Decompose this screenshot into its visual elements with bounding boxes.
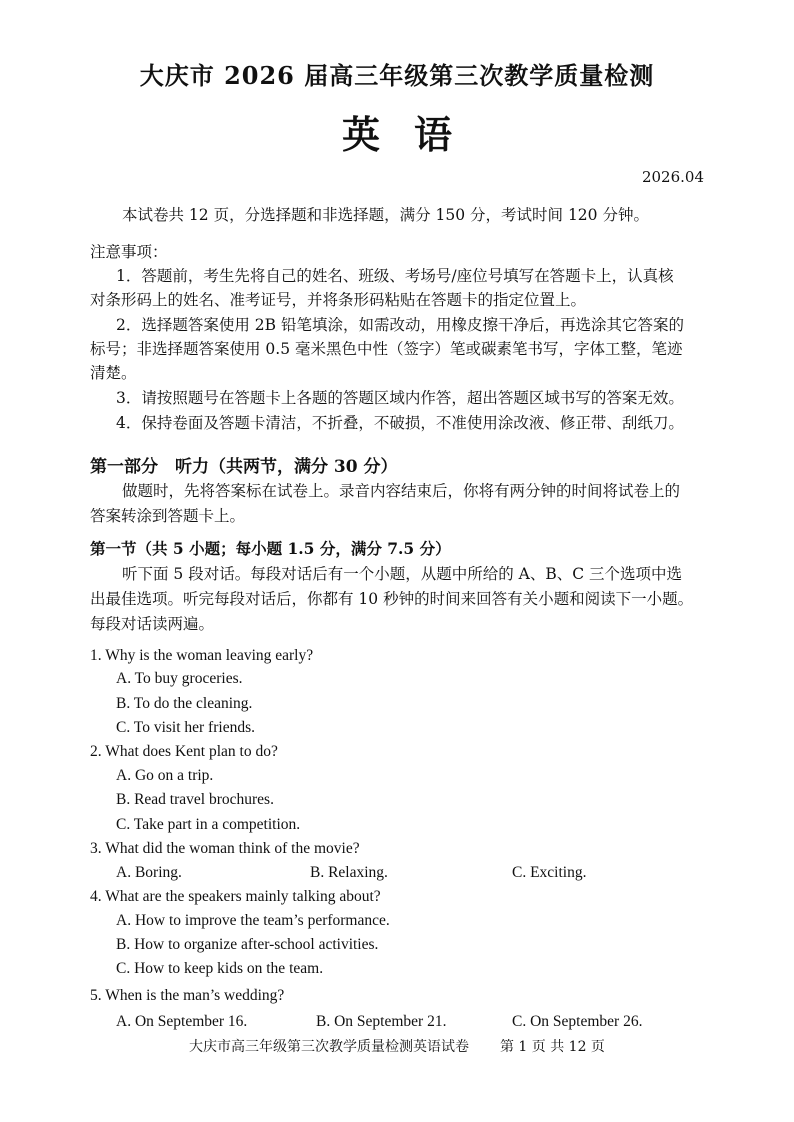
answer-option: C. Take part in a competition. <box>116 816 301 833</box>
answer-option: B. How to organize after-school activities. <box>116 936 379 953</box>
question-stem: 2. What does Kent plan to do? <box>90 743 278 760</box>
footer-page-number: 第 1 页 共 12 页 <box>499 1039 605 1055</box>
notice-line: 清楚。 <box>90 364 137 382</box>
answer-option: A. How to improve the team’s performance. <box>116 912 390 929</box>
notice-line: 对条形码上的姓名、准考证号，并将条形码粘贴在答题卡的指定位置上。 <box>90 291 587 309</box>
answer-option: C. On September 26. <box>512 1013 643 1030</box>
answer-option: C. Exciting. <box>512 864 587 881</box>
section1-instruction: 听下面 5 段对话。每段对话后有一个小题，从题中所给的 A、B、C 三个选项中选 <box>122 565 683 583</box>
answer-option: C. How to keep kids on the team. <box>116 960 324 977</box>
answer-option: B. Read travel brochures. <box>116 791 274 808</box>
part1-instruction: 做题时，先将答案标在试卷上。录音内容结束后，你将有两分钟的时间将试卷上的 <box>122 482 681 500</box>
answer-option: B. On September 21. <box>316 1013 447 1030</box>
answer-option: B. Relaxing. <box>310 864 388 881</box>
part1-heading: 第一部分 听力（共两节，满分 30 分） <box>90 457 398 477</box>
subject-title: 英语 <box>341 112 486 157</box>
exam-date: 2026.04 <box>641 168 704 186</box>
question-stem: 3. What did the woman think of the movie? <box>90 840 360 857</box>
answer-option: B. To do the cleaning. <box>116 695 253 712</box>
footer-exam-name: 大庆市高三年级第三次教学质量检测英语试卷 <box>189 1039 470 1055</box>
notice-line: 标号；非选择题答案使用 0.5 毫米黑色中性（签字）笔或碳素笔书写，字体工整，笔迹 <box>90 340 683 358</box>
notice-heading: 注意事项： <box>90 243 168 261</box>
question-stem: 1. Why is the woman leaving early? <box>90 647 314 664</box>
intro-text: 本试卷共 12 页，分选择题和非选择题，满分 150 分，考试时间 120 分钟。 <box>122 206 649 224</box>
exam-title: 大庆市 2026 届高三年级第三次教学质量检测 <box>139 61 655 90</box>
section1-heading: 第一节（共 5 小题；每小题 1.5 分，满分 7.5 分） <box>90 539 451 558</box>
section1-instruction: 出最佳选项。听完每段对话后，你都有 10 秒钟的时间来回答有关小题和阅读下一小题。 <box>90 590 694 608</box>
part1-instruction: 答案转涂到答题卡上。 <box>90 507 246 525</box>
notice-line: 3．请按照题号在答题卡上各题的答题区域内作答，超出答题区域书写的答案无效。 <box>116 389 684 407</box>
notice-line: 2．选择题答案使用 2B 铅笔填涂，如需改动，用橡皮擦干净后，再选涂其它答案的 <box>116 316 684 334</box>
section1-instruction: 每段对话读两遍。 <box>90 615 215 633</box>
notice-line: 4．保持卷面及答题卡清洁，不折叠，不破损，不准使用涂改液、修正带、刮纸刀。 <box>116 414 684 432</box>
question-stem: 5. When is the man’s wedding? <box>90 987 285 1004</box>
notice-line: 1．答题前，考生先将自己的姓名、班级、考场号/座位号填写在答题卡上，认真核 <box>116 267 674 285</box>
answer-option: A. To buy groceries. <box>116 670 243 687</box>
page-footer <box>0 1036 794 1056</box>
answer-option: A. On September 16. <box>116 1013 248 1030</box>
answer-option: A. Boring. <box>116 864 182 881</box>
answer-option: A. Go on a trip. <box>116 767 214 784</box>
answer-option: C. To visit her friends. <box>116 719 255 736</box>
question-stem: 4. What are the speakers mainly talking about? <box>90 888 381 905</box>
